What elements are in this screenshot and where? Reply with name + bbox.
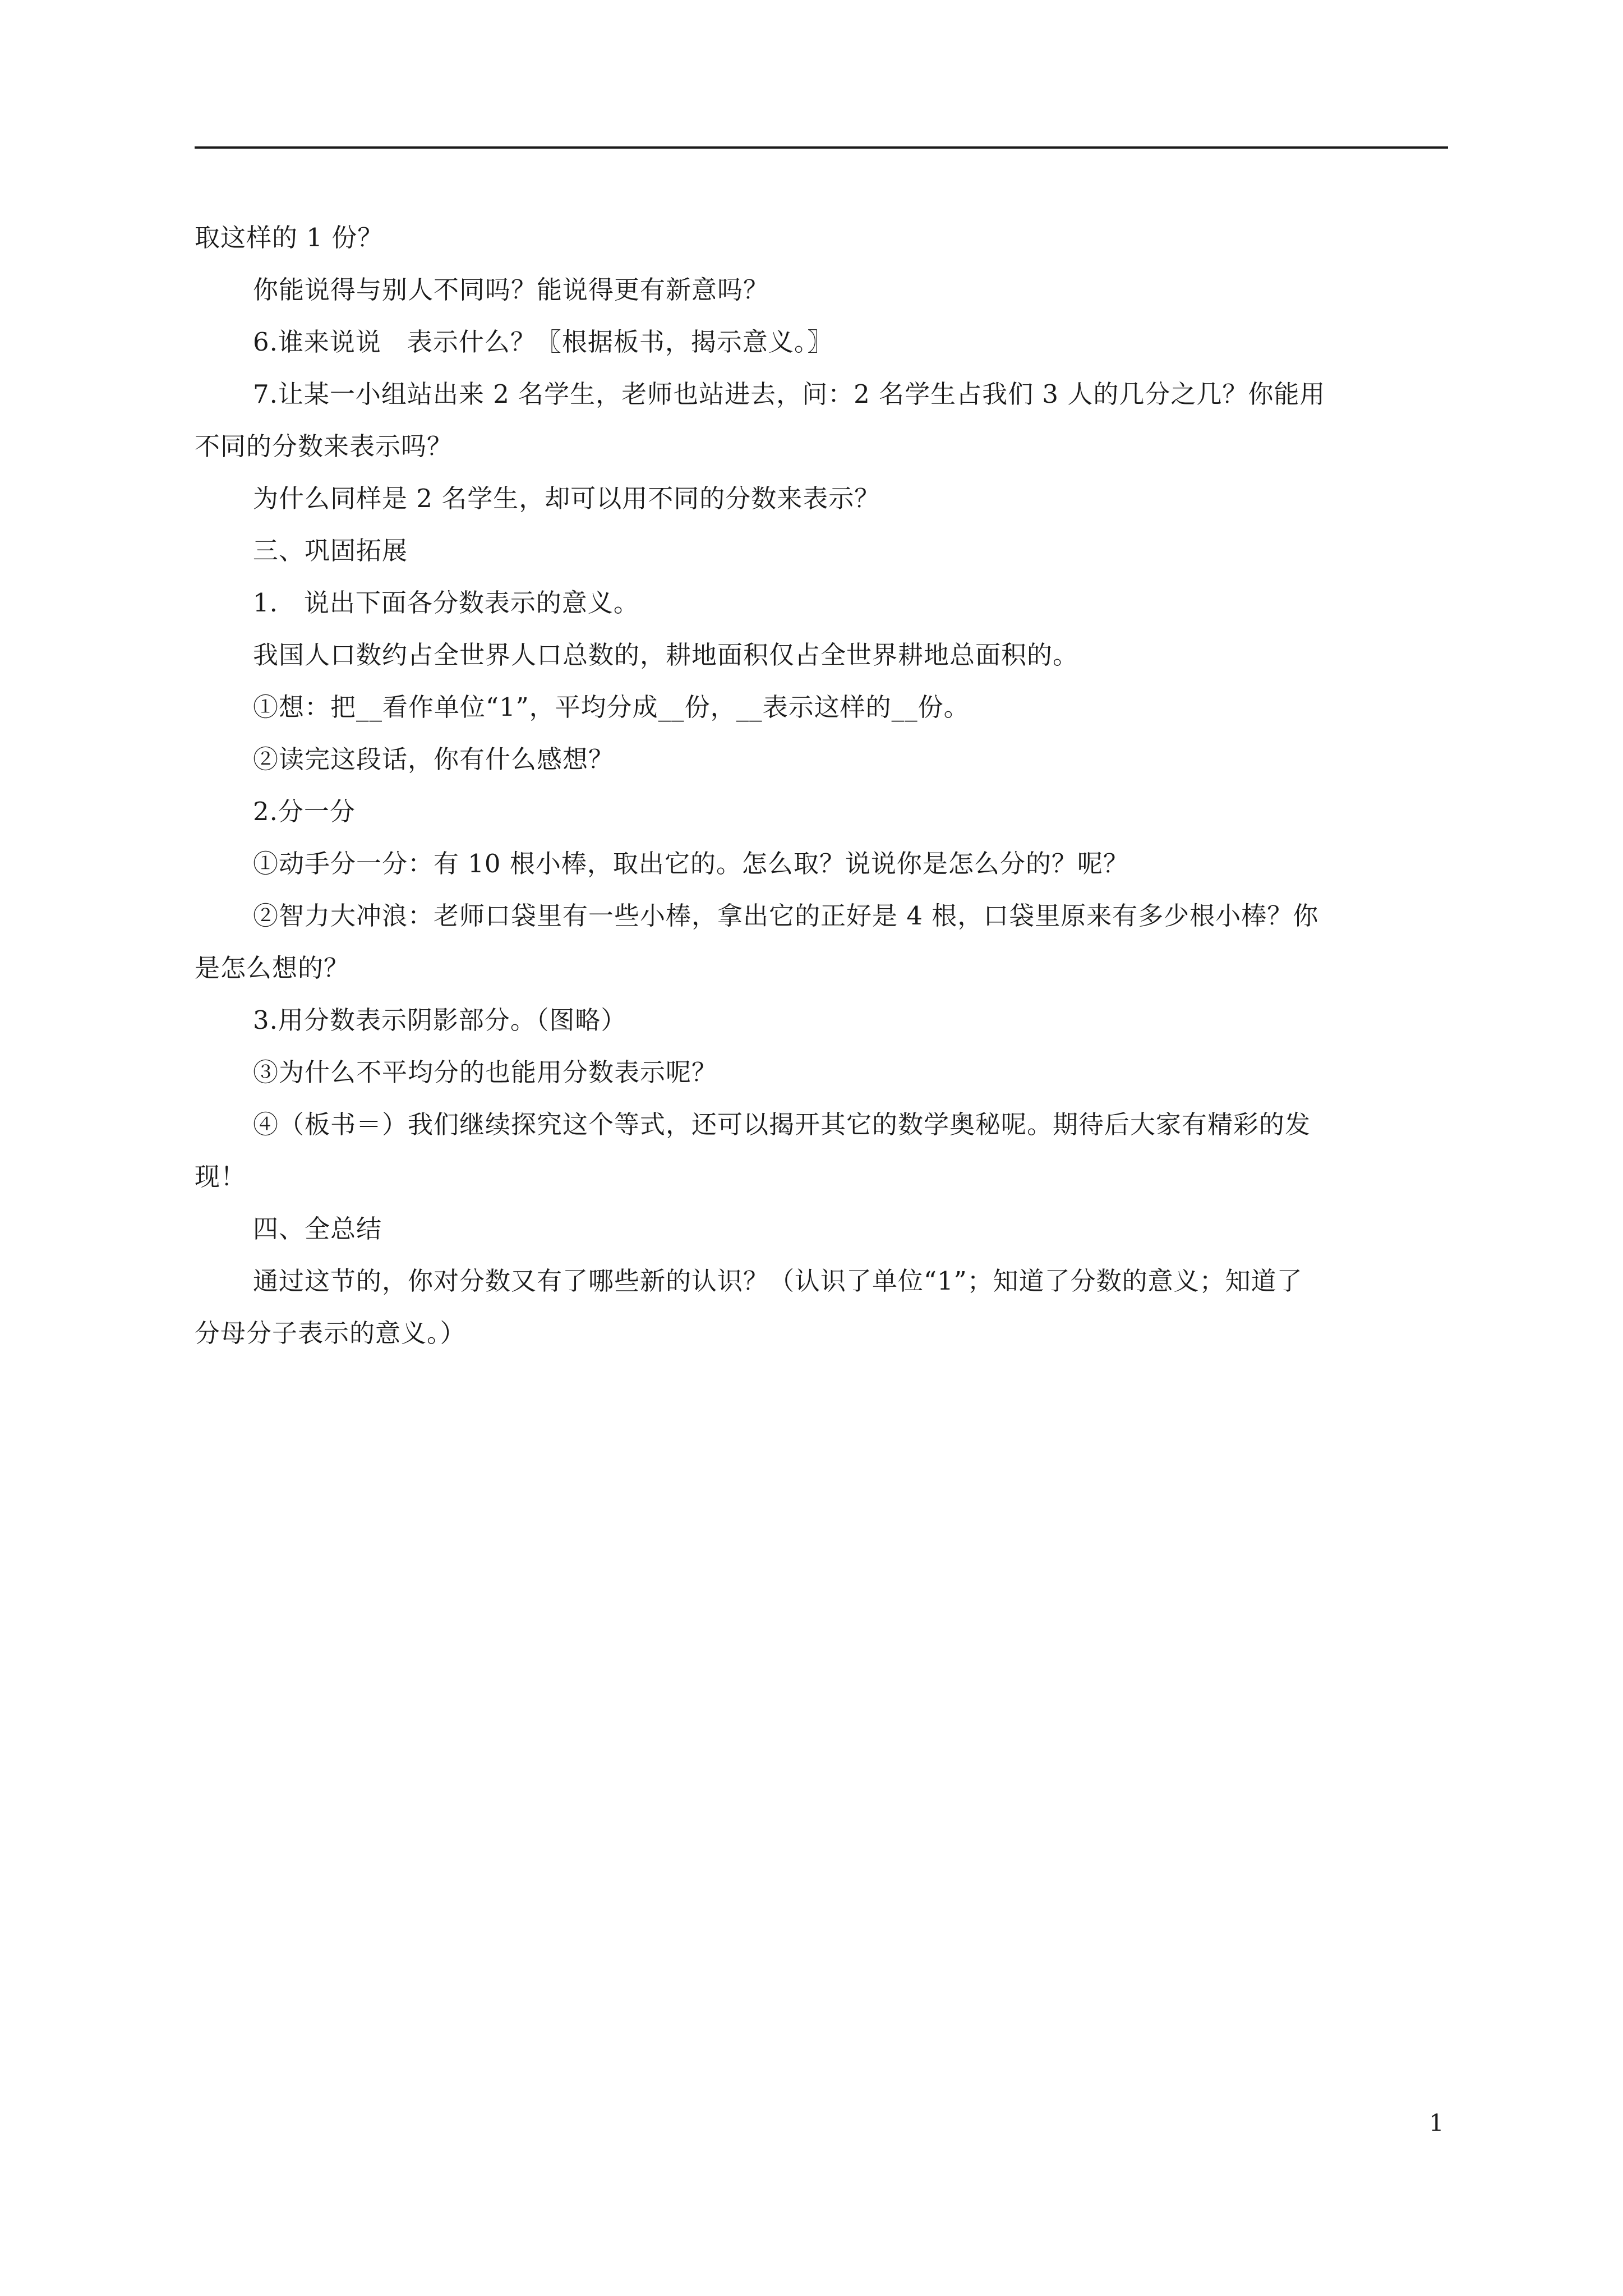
text-line: 是怎么想的？ xyxy=(195,953,350,983)
text-line: 7.让某一小组站出来 2 名学生，老师也站进去，问：2 名学生占我们 3 人的几分之几？你能用 xyxy=(253,379,1326,409)
text-line: ②读完这段话，你有什么感想？ xyxy=(253,744,615,774)
text-line: 你能说得与别人不同吗？能说得更有新意吗？ xyxy=(253,275,769,305)
text-line: 不同的分数来表示吗？ xyxy=(195,431,453,461)
text-line: 我国人口数约占全世界人口总数的，耕地面积仅占全世界耕地总面积的。 xyxy=(253,640,1079,670)
document-body xyxy=(195,211,1448,1359)
text-line: ②智力大冲浪：老师口袋里有一些小棒，拿出它的正好是 4 根，口袋里原来有多少根小棒？你 xyxy=(253,901,1319,931)
text-line: 取这样的 1 份？ xyxy=(195,223,384,252)
page-number: 1 xyxy=(1429,2109,1444,2137)
text-line: 3.用分数表示阴影部分。（图略） xyxy=(253,1005,627,1035)
text-line: 为什么同样是 2 名学生，却可以用不同的分数来表示？ xyxy=(253,484,880,513)
text-line: ④（板书＝）我们继续探究这个等式，还可以揭开其它的数学奥秘呢。期待后大家有精彩的发 xyxy=(253,1110,1311,1139)
text-line: 现！ xyxy=(195,1162,247,1191)
text-line: 6.谁来说说 表示什么？〖根据板书，揭示意义。〗 xyxy=(253,327,833,357)
text-line: ①动手分一分：有 10 根小棒，取出它的。怎么取？说说你是怎么分的？呢？ xyxy=(253,849,1129,878)
section-heading: 三、巩固拓展 xyxy=(253,536,408,565)
text-line: ①想：把__看作单位“1”，平均分成__份，__表示这样的__份。 xyxy=(253,692,970,722)
text-line: 分母分子表示的意义。） xyxy=(195,1318,466,1348)
text-line: 2.分一分 xyxy=(253,797,356,826)
text-line: 1. 说出下面各分数表示的意义。 xyxy=(253,588,639,618)
header-rule xyxy=(195,146,1448,149)
text-line: ③为什么不平均分的也能用分数表示呢？ xyxy=(253,1057,718,1087)
section-heading: 四、全总结 xyxy=(253,1214,382,1244)
text-line: 通过这节的，你对分数又有了哪些新的认识？（认识了单位“1”；知道了分数的意义；知道了 xyxy=(253,1266,1303,1296)
